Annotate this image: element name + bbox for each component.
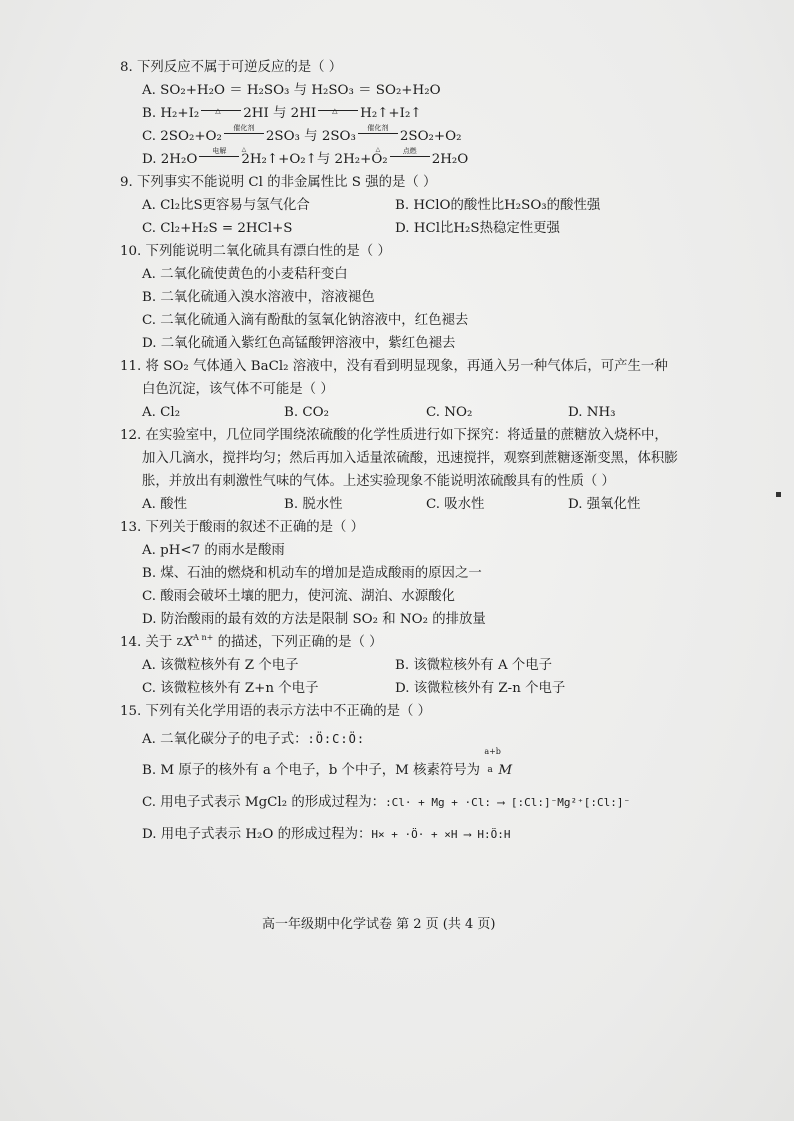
question-stem: 14. 关于 Z $X^{A n+}$ 的描述，下列正确的是（ ） [120, 631, 680, 654]
question-stem: 8. 下列反应不属于可逆反应的是（ ） [120, 60, 343, 75]
option-b: B. 脱水性 [284, 497, 343, 512]
question-stem: 11. 将 SO₂ 气体通入 BaCl₂ 溶液中，没有看到明显现象，再通入另一种气体后，可产生一种白色沉淀，该气体不可能是（ ） [120, 359, 668, 397]
question-9 [120, 171, 680, 240]
question-stem: 9. 下列事实不能说明 Cl 的非金属性比 S 强的是（ ） [120, 175, 437, 190]
option-b: B. HClO的酸性比H₂SO₃的酸性强 [395, 198, 601, 213]
option-c: C. 2SO₂+O₂ 催化剂 △ 2SO₃ 与 2SO₃ 催化剂 △ 2SO₂+O₂ [142, 124, 462, 153]
option-a: A. SO₂+H₂O ＝ H₂SO₃ 与 H₂SO₃ ＝ SO₂+H₂O [142, 83, 441, 98]
scan-mark [776, 492, 781, 497]
option-c: C. NO₂ [426, 405, 473, 420]
option-d: D. NH₃ [568, 405, 616, 420]
question-14 [120, 631, 680, 700]
question-stem: 12. 在实验室中，几位同学围绕浓硫酸的化学性质进行如下探究：将适量的蔗糖放入烧杯中，加入几滴水，搅拌均匀；然后再加入适量浓硫酸，迅速搅拌，观察到蔗糖逐渐变黑，体积膨胀，并放出有刺激性气味的气体。上述实验现象不能说明浓硫酸具有的性质（ ） [120, 428, 678, 489]
electrolysis-arrow: 电解 [199, 150, 239, 162]
nuclide-symbol-m: a+b a M [484, 747, 513, 778]
option-a: A. Cl₂ [142, 405, 181, 420]
exam-page [120, 56, 680, 850]
option-d: D. 用电子式表示 H₂O 的形成过程为：H× + ·Ö· + ×H ⟶ H:Ö:H [120, 820, 680, 850]
heat-arrow: △ [318, 104, 358, 116]
option-a: A. 二氧化硫使黄色的小麦秸秆变白 [142, 267, 348, 282]
option-c: C. 二氧化硫通入滴有酚酞的氢氧化钠溶液中，红色褪去 [142, 313, 469, 328]
question-11 [120, 355, 680, 424]
page-footer: 高一年级期中化学试卷 第 2 页 (共 4 页) [262, 917, 496, 932]
question-12 [120, 424, 680, 516]
option-b: B. CO₂ [284, 405, 329, 420]
nuclide-symbol: Z $X^{A n+}$ [176, 633, 214, 650]
option-a: A. Cl₂比S更容易与氢气化合 [142, 198, 310, 213]
option-d: D. 防治酸雨的最有效的方法是限制 SO₂ 和 NO₂ 的排放量 [142, 612, 486, 627]
heat-arrow: △ [201, 104, 241, 116]
option-b: B. M 原子的核外有 a 个电子，b 个中子，M 核素符号为 a+b a M [120, 756, 680, 786]
question-10 [120, 240, 680, 355]
co2-electron-formula: :Ö:C:Ö: [307, 732, 366, 746]
catalyst-arrow: 催化剂 △ [224, 127, 264, 139]
option-d: D. 2H₂O 电解 2H₂↑+O₂↑与 2H₂+O₂ 点燃 2H₂O [142, 147, 469, 167]
question-8 [120, 56, 680, 171]
option-c: C. 酸雨会破坏土壤的肥力，使河流、湖泊、水源酸化 [142, 589, 455, 604]
option-b: B. 该微粒核外有 A 个电子 [395, 658, 553, 673]
option-b: B. 煤、石油的燃烧和机动车的增加是造成酸雨的原因之一 [142, 566, 482, 581]
question-stem: 13. 下列关于酸雨的叙述不正确的是（ ） [120, 520, 365, 535]
option-b: B. 二氧化硫通入溴水溶液中，溶液褪色 [142, 290, 375, 305]
question-stem: 10. 下列能说明二氧化硫具有漂白性的是（ ） [120, 244, 391, 259]
option-c: C. Cl₂+H₂S = 2HCl+S [142, 221, 293, 236]
option-d: D. 二氧化硫通入紫红色高锰酸钾溶液中，紫红色褪去 [142, 336, 456, 351]
question-stem: 15. 下列有关化学用语的表示方法中不正确的是（ ） [120, 704, 432, 719]
option-c: C. 该微粒核外有 Z+n 个电子 [142, 681, 319, 696]
option-b: B. H₂+I₂ △ 2HI 与 2HI △ H₂↑+I₂↑ [142, 106, 422, 121]
option-c: C. 吸水性 [426, 497, 485, 512]
option-a: A. pH<7 的雨水是酸雨 [142, 543, 285, 558]
catalyst-arrow: 催化剂 △ [358, 127, 398, 139]
question-13 [120, 516, 680, 631]
option-c: C. 用电子式表示 MgCl₂ 的形成过程为：:Cl· + Mg + ·Cl: ⟶ [:Cl:]⁻Mg²⁺[:Cl:]⁻ [120, 786, 680, 820]
h2o-formation: H× + ·Ö· + ×H ⟶ H:Ö:H [371, 828, 511, 841]
ignite-arrow: 点燃 [390, 150, 430, 162]
option-a: A. 二氧化碳分子的电子式：:Ö:C:Ö: [120, 723, 680, 756]
option-d: D. HCl比H₂S热稳定性更强 [395, 221, 560, 236]
option-a: A. 酸性 [142, 497, 187, 512]
option-a: A. 该微粒核外有 Z 个电子 [142, 658, 299, 673]
mgcl2-formation: :Cl· + Mg + ·Cl: ⟶ [:Cl:]⁻Mg²⁺[:Cl:]⁻ [385, 796, 631, 809]
option-d: D. 强氧化性 [568, 497, 641, 512]
option-d: D. 该微粒核外有 Z-n 个电子 [395, 681, 566, 696]
question-15 [120, 700, 680, 850]
